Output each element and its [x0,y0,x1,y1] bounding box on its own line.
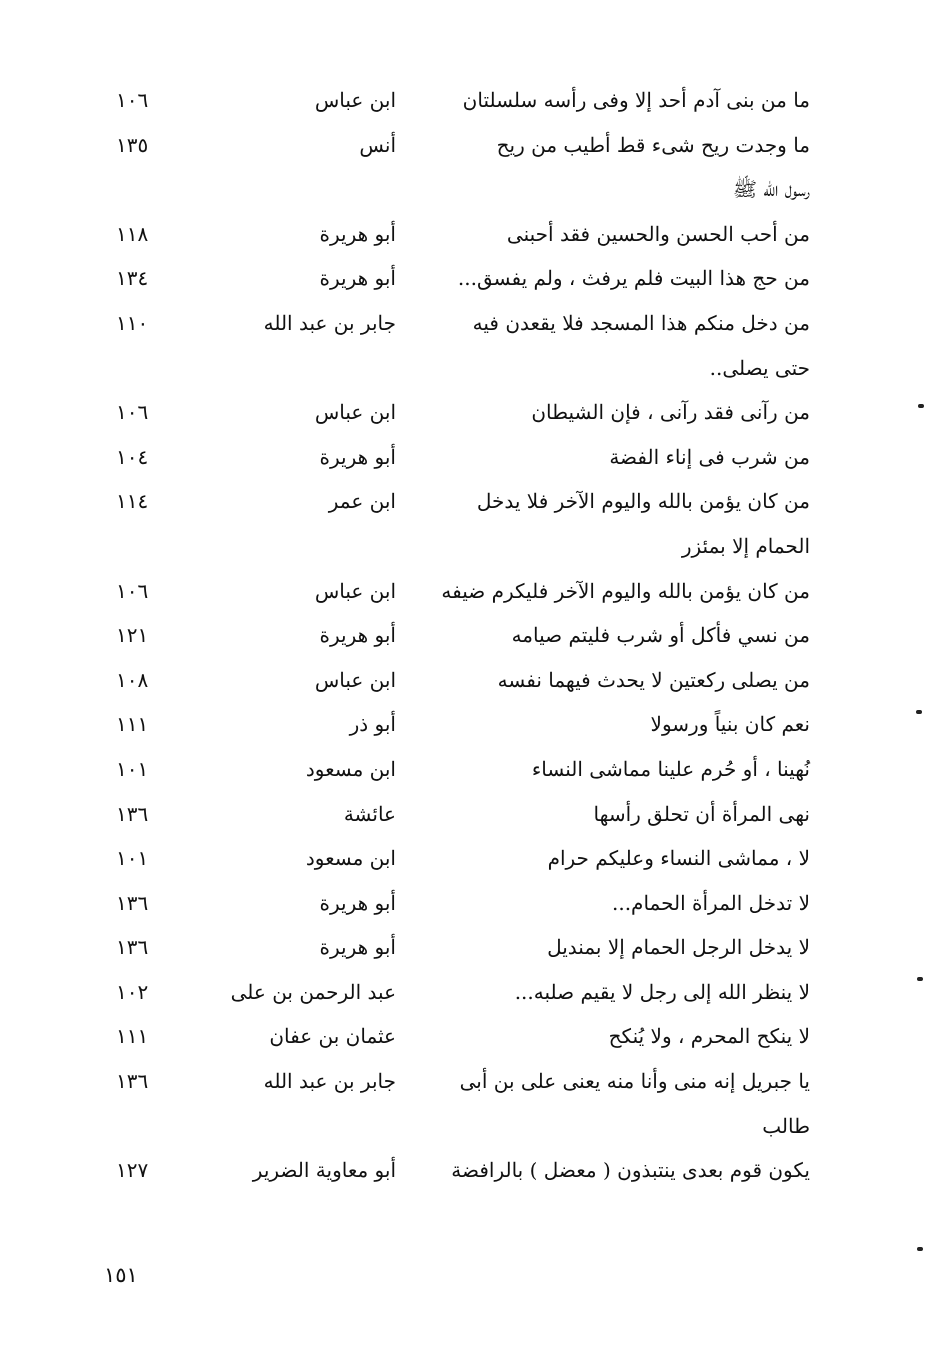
page-reference: ١٠١ [116,756,149,781]
hadith-text: يا جبريل إنه منى وأنا منه يعنى على بن أبى [459,1069,810,1094]
page-reference: ١٠٦ [116,88,149,112]
hadith-text: نُهينا ، أو حُرم علينا مماشى النساء [531,756,810,781]
hadith-text: من يصلى ركعتين لا يحدث فيهما نفسه [497,667,810,692]
index-row [0,569,926,614]
index-row [0,1014,926,1059]
page-reference: ١٠٨ [116,667,149,692]
narrator-name: جابر بن عبد الله [263,1069,396,1094]
page-reference: ١٠١ [116,846,149,871]
index-row [0,346,926,391]
page-reference: ١٠٦ [116,400,149,425]
hadith-index-list [0,78,926,1193]
narrator-name: ابن عباس [314,400,396,425]
page-reference: ١١١ [116,1024,149,1049]
hadith-text: لا ، مماشى النساء وعليكم حرام [547,846,810,871]
narrator-name: أبو ذر [349,712,396,737]
page-reference: ١٠٤ [116,444,149,469]
hadith-text: من شرب فى إناء الفضة [609,444,810,469]
hadith-text: لا ينكح المحرم ، ولا يُنكح [608,1024,810,1049]
narrator-name: أبو معاوية الضرير [252,1158,396,1183]
index-row [0,167,926,212]
narrator-name: أبو هريرة [319,890,396,915]
hadith-text: طالب [762,1113,810,1138]
page-reference: ١١١ [116,712,149,737]
hadith-text: رسول الله ﷺ [732,177,810,202]
narrator-name: ابن عباس [314,578,396,603]
margin-mark [917,1247,923,1251]
narrator-name: عثمان بن عفان [269,1024,396,1049]
index-row [0,702,926,747]
page-number: ١٥١ [104,1263,138,1287]
hadith-text: نهى المرأة أن تحلق رأسها [593,801,810,826]
index-row [0,479,926,524]
page-reference: ١٢١ [116,623,149,648]
index-row [0,301,926,346]
narrator-name: أبو هريرة [319,935,396,960]
margin-mark [918,404,924,408]
hadith-text: من كان يؤمن بالله واليوم الآخر فلا يدخل [476,489,810,514]
narrator-name: ابن عباس [314,667,396,692]
index-row [0,970,926,1015]
page-reference: ١١٤ [116,489,149,514]
index-row [0,747,926,792]
page-reference: ١١٨ [116,221,149,246]
page-reference: ١٢٧ [116,1158,149,1183]
page-reference: ١٣٦ [116,890,149,915]
index-row [0,78,926,123]
index-row [0,881,926,926]
page-reference: ١٣٦ [116,935,149,960]
narrator-name: أبو هريرة [319,444,396,469]
page-reference: ١٣٦ [116,1069,149,1094]
index-row [0,256,926,301]
hadith-text: الحمام إلا بمئزر [681,533,810,558]
narrator-name: أبو هريرة [319,623,396,648]
hadith-text: لا يدخل الرجل الحمام إلا بمنديل [547,935,810,960]
hadith-text: نعم كان بنياً ورسولا [650,712,810,737]
hadith-text: من رآنى فقد رآنى ، فإن الشيطان [531,400,810,425]
narrator-name: عبد الرحمن بن على [230,979,396,1004]
page-reference: ١١٠ [116,310,149,335]
hadith-text: من أحب الحسن والحسين فقد أحبنى [506,221,810,246]
narrator-name: ابن مسعود [305,756,396,781]
hadith-text: ما وجدت ريح شىء قط أطيب من ريح [496,132,810,157]
index-row [0,435,926,480]
page-reference: ١٠٢ [116,979,149,1004]
hadith-text: من حج هذا البيت فلم يرفث ، ولم يفسق... [457,266,810,291]
page-reference: ١٣٥ [116,132,149,157]
index-row [0,1104,926,1149]
index-row [0,524,926,569]
index-row [0,658,926,703]
index-row [0,613,926,658]
index-row [0,792,926,837]
index-row [0,836,926,881]
narrator-name: أبو هريرة [319,266,396,291]
page-reference: ١٣٤ [116,266,149,291]
index-row [0,1059,926,1104]
hadith-text: من نسي فأكل أو شرب فليتم صيامه [511,623,810,648]
hadith-text: لا تدخل المرأة الحمام... [611,890,810,915]
index-row [0,390,926,435]
index-row [0,1148,926,1193]
hadith-text: من كان يؤمن بالله واليوم الآخر فليكرم ضيفه [441,578,810,603]
narrator-name: عائشة [343,801,396,826]
hadith-text: من دخل منكم هذا المسجد فلا يقعدن فيه [472,310,810,335]
page-reference: ١٣٦ [116,801,149,826]
margin-mark [916,710,922,714]
margin-mark [917,977,923,981]
narrator-name: أبو هريرة [319,221,396,246]
narrator-name: جابر بن عبد الله [263,310,396,335]
page-reference: ١٠٦ [116,578,149,603]
narrator-name: ابن مسعود [305,846,396,871]
index-row [0,212,926,257]
index-row [0,123,926,168]
hadith-text: لا ينظر الله إلى رجل لا يقيم صلبه... [514,979,810,1004]
hadith-text: يكون قوم بعدى ينتبذون ( معضل ) بالرافضة [451,1158,810,1183]
narrator-name: أنس [359,132,396,157]
index-row [0,925,926,970]
narrator-name: ابن عباس [314,88,396,112]
narrator-name: ابن عمر [328,489,396,514]
hadith-text: حتى يصلى.. [709,355,810,380]
hadith-text: ما من بنى آدم أحد إلا وفى رأسه سلسلتان [462,88,810,112]
